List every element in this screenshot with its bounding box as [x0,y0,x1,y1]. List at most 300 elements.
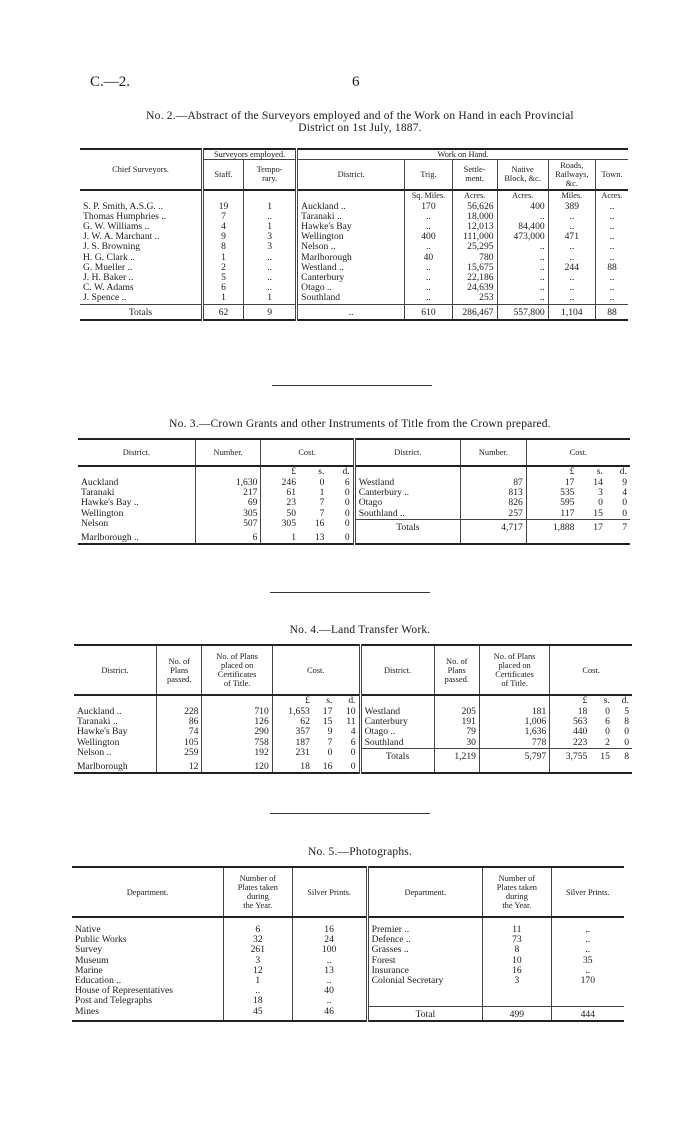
t2-header-town: Town. [595,160,628,190]
cost-shillings: 0 [605,726,610,738]
staff-count: 2 [203,263,244,273]
district-name: Southland [297,293,405,304]
department-name: Museum [75,954,109,966]
spacer [479,762,549,773]
unit-label: Miles. [548,190,595,202]
cost-pence: 0 [344,497,350,509]
silver-prints-value: .. [551,935,624,945]
t4-header-district-right: District. [360,645,434,695]
department-name: Forest [367,956,483,966]
spacer [613,762,632,773]
native-block-value: .. [497,253,548,263]
district-name: Otago .. [360,727,434,737]
cost-pounds: 440 [550,727,591,737]
cost-pence: 6 [350,736,356,748]
spacer [297,190,405,202]
district-name: Nelson .. [297,242,405,252]
department-name: Premier .. [367,925,483,935]
table-row [80,293,628,304]
table-row-units [78,466,630,478]
totals-pounds: 3,755 [550,748,591,762]
district-name: Auckland .. [77,706,122,717]
table-row [74,748,632,762]
native-block-value: 84,400 [497,222,548,232]
spacer [551,986,624,996]
number-value: 257 [461,509,527,520]
plates-value: 16 [483,966,552,976]
department-name: Mines [75,1005,99,1017]
t5-header-dept-left: Department. [126,887,169,897]
silver-prints-value: 170 [551,976,624,986]
roads-value: .. [548,253,595,263]
plates-value: 6 [224,925,293,935]
spacer [577,533,605,544]
t3-header-cost-left: Cost. [261,439,354,466]
totals-pence: 8 [613,748,632,762]
totals-settlement: 286,467 [452,304,497,320]
number-value: 305 [195,509,261,520]
cost-pounds: 17 [526,478,577,488]
cost-shillings: 0 [319,477,325,488]
table-row [80,212,628,222]
currency-shilling-label: s. [318,466,325,477]
plates-value: 3 [483,976,552,986]
settlement-value: 56,626 [452,202,497,212]
roads-value: .. [548,293,595,304]
staff-count: 19 [203,202,244,212]
native-block-value: 473,000 [497,232,548,242]
divider [272,385,432,386]
t2-header-settlement: Settle- ment. [452,160,497,190]
table3-title: No. 3.—Crown Grants and other Instruments of Title from the Crown prepared. [169,418,551,430]
t2-header-employed: Surveyors employed. [203,149,297,160]
silver-prints-value: 40 [292,986,367,996]
roads-value: .. [548,273,595,283]
town-value: .. [595,273,628,283]
totals-town: 88 [595,304,628,320]
district-name: Wellington [81,507,124,519]
cost-shillings: 16 [322,761,333,773]
cost-pounds: 117 [526,509,577,520]
town-value: .. [595,202,628,212]
table-row [80,222,628,232]
silver-prints-value: .. [551,925,624,935]
cost-shillings: 2 [605,736,610,748]
temporary-count: 1 [244,202,297,212]
totals-plates: 499 [483,1007,552,1022]
currency-pence-label: d. [342,466,350,477]
table-row [80,242,628,252]
cost-pence: 0 [344,507,350,519]
currency-pound-label: £ [550,695,591,707]
settlement-value: 18,000 [452,212,497,222]
staff-count: 4 [203,222,244,232]
cost-pounds: 223 [550,738,591,749]
cost-shillings: 3 [598,487,603,499]
t4-header-plans-right: No. of Plans passed. [434,645,479,695]
staff-count: 7 [203,212,244,222]
number-value: 507 [195,519,261,533]
cost-shillings: 13 [314,532,325,544]
department-name: Education .. [75,975,122,987]
plans-value: 74 [157,727,202,737]
table2 [80,148,628,321]
cost-pounds: 231 [272,748,313,762]
native-block-value: .. [497,293,548,304]
unit-label: Acres. [497,190,548,202]
trig-value: .. [405,273,453,283]
placed-value: 1,636 [479,727,549,737]
district-name: Westland .. [297,263,405,273]
plans-value: 105 [157,738,202,749]
table-row [78,519,630,533]
totals-silver: 444 [551,1007,624,1022]
table-row [78,533,630,544]
roads-value: .. [548,212,595,222]
town-value: .. [595,253,628,263]
district-name: Nelson [81,518,109,530]
native-block-value: .. [497,242,548,252]
t2-header-district: District. [297,160,405,190]
plates-value: .. [224,986,293,996]
town-value: .. [595,283,628,293]
district-name: Taranaki .. [77,716,118,728]
silver-prints-value: 35 [551,956,624,966]
t3-header-district-right: District. [354,439,460,466]
town-value: 88 [595,263,628,273]
spacer [550,762,591,773]
district-name: Hawke's Bay [77,726,128,738]
cost-shillings: 16 [314,518,325,530]
surveyor-name: Thomas Humphries .. [83,210,167,222]
table-row [80,232,628,242]
spacer [80,190,203,202]
table-row [80,273,628,283]
spacer [483,986,552,996]
plates-value: 1 [224,976,293,986]
district-name: Southland [360,738,434,749]
roads-value: 244 [548,263,595,273]
district-name: Wellington [297,232,405,242]
table-row [72,925,624,935]
town-value: .. [595,293,628,304]
t3-header-cost-right: Cost. [526,439,630,466]
plates-value: 45 [224,1007,293,1022]
t5-header-silver-right: Silver Prints. [551,867,624,917]
district-name: Auckland [81,477,119,488]
silver-prints-value: .. [292,996,367,1006]
cost-pence: 4 [622,487,627,499]
spacer [483,996,552,1006]
table-row [78,488,630,498]
number-value: 87 [461,478,527,488]
table-row [72,935,624,945]
totals-roads: 1,104 [548,304,595,320]
number-value: 1,630 [195,478,261,488]
placed-value: 758 [202,738,272,749]
roads-value: 471 [548,232,595,242]
cost-shillings: 14 [593,477,603,488]
cost-shillings: 7 [327,736,333,748]
table5-title: No. 5.—Photographs. [307,846,413,858]
number-value: 826 [461,498,527,508]
table3 [78,438,630,545]
page-reference: C.—2. [90,74,131,90]
temporary-count: 1 [244,222,297,232]
town-value: .. [595,212,628,222]
table-row [72,945,624,955]
t4-header-cost-right: Cost. [550,645,632,695]
cost-pence: 6 [344,477,350,488]
t4-header-district-left: District. [101,665,129,675]
staff-count: 9 [203,232,244,242]
totals-label: Totals [128,306,153,318]
settlement-value: 22,186 [452,273,497,283]
plates-value: 8 [483,945,552,955]
t2-header-temp: Tempo- rary. [244,160,297,190]
currency-shilling-label: s. [326,695,333,706]
currency-pound-label: £ [526,466,577,478]
native-block-value: .. [497,263,548,273]
cost-pounds: 50 [261,509,299,520]
currency-shilling-label: s. [603,695,610,706]
settlement-value: 15,675 [452,263,497,273]
cost-pounds: 305 [261,519,299,533]
cost-pounds: 23 [261,498,299,508]
surveyor-name: J. Spence .. [83,292,127,304]
district-name: Westland [354,478,460,488]
district-name: Nelson .. [77,747,112,759]
t4-header-placed-right: No. of Plans placed on Certificates of Title. [479,645,549,695]
town-value: .. [595,222,628,232]
cost-pence: 5 [624,706,629,717]
department-name: Defence .. [367,935,483,945]
table-row [74,762,632,773]
plans-value: 205 [434,707,479,717]
trig-value: .. [405,283,453,293]
table-row [78,509,630,520]
trig-value: .. [405,212,453,222]
currency-pence-label: d. [619,466,627,477]
department-name: House of Representatives [75,985,174,997]
t4-header-placed-left: No. of Plans placed on Certificates of Title. [202,645,272,695]
settlement-value: 12,013 [452,222,497,232]
placed-value: 120 [202,762,272,773]
currency-pound-label: £ [261,466,299,478]
spacer [367,996,483,1006]
native-block-value: .. [497,283,548,293]
table-row [78,498,630,508]
placed-value: 181 [479,707,549,717]
table4 [74,644,632,774]
district-name: Auckland .. [297,202,405,212]
department-name: Marine [75,964,103,976]
native-block-value: .. [497,273,548,283]
district-name: Marlborough [77,761,128,773]
divider [270,813,430,814]
staff-count: 8 [203,242,244,252]
cost-shillings: 6 [605,716,610,728]
settlement-value: 25,295 [452,242,497,252]
t5-header-dept-right: Department. [367,867,483,917]
placed-value: 1,006 [479,717,549,727]
cost-pounds: 18 [272,762,313,773]
cost-pence: 8 [624,716,629,728]
placed-value: 710 [202,707,272,717]
district-name: Otago .. [297,283,405,293]
temporary-count: 1 [244,293,297,304]
placed-value: 290 [202,727,272,737]
trig-value: .. [405,263,453,273]
temporary-count: .. [244,283,297,293]
t2-header-work: Work on Hand. [297,149,628,160]
district-name: Hawke's Bay [297,222,405,232]
placed-value: 778 [479,738,549,749]
plans-value: 259 [157,748,202,762]
surveyor-name: H. G. Clark .. [83,251,135,263]
t5-header-plates-left: Number of Plates taken during the Year. [224,867,293,917]
spacer [434,762,479,773]
cost-pence: 0 [344,532,350,544]
district-name: Taranaki .. [297,212,405,222]
t3-header-district-left: District. [122,448,150,457]
cost-pence: 4 [350,726,356,738]
cost-pounds: 187 [272,738,313,749]
surveyor-name: J. H. Baker .. [83,271,134,283]
cost-pence: 9 [622,477,627,488]
unit-label: Acres. [452,190,497,202]
number-value: 69 [195,498,261,508]
number-value: 217 [195,488,261,498]
roads-value: 389 [548,202,595,212]
cost-shillings: 7 [319,507,325,519]
spacer [526,533,577,544]
plates-value: 32 [224,935,293,945]
department-name: Public Works [75,934,127,946]
silver-prints-value: .. [551,966,624,976]
currency-pound-label: £ [272,695,313,707]
table2-title [80,110,640,134]
district-name: Marlborough [297,253,405,263]
divider [270,592,430,593]
cost-shillings: 9 [327,726,333,738]
cost-pence: 10 [345,706,356,717]
totals-number: 4,717 [461,519,527,533]
cost-pounds: 1 [261,533,299,544]
plates-value: 261 [224,945,293,955]
settlement-value: 253 [452,293,497,304]
table-row [80,283,628,293]
totals-label: Total [367,1007,483,1022]
t2-header-trig: Trig. [405,160,453,190]
trig-value: .. [405,222,453,232]
cost-shillings: 0 [327,747,333,759]
cost-pounds: 61 [261,488,299,498]
table-row [78,478,630,488]
trig-value: .. [405,242,453,252]
staff-count: 1 [203,253,244,263]
district-name: Hawke's Bay .. [81,497,139,509]
cost-pence: 0 [624,736,629,748]
district-name: Canterbury [297,273,405,283]
spacer [360,762,434,773]
totals-pounds: 1,888 [526,519,577,533]
silver-prints-value: 46 [292,1007,367,1022]
trig-value: 400 [405,232,453,242]
table-row-units [80,190,628,202]
table-row [80,263,628,273]
temporary-count: 3 [244,242,297,252]
plates-value: 11 [483,925,552,935]
t4-header-plans-left: No. of Plans passed. [157,645,202,695]
cost-pounds: 595 [526,498,577,508]
table2-title-line1: No. 2.—Abstract of the Surveyors employed and of the Work on Hand in each Provincial [146,110,574,122]
cost-shillings: 15 [322,716,333,728]
totals-shillings: 15 [590,748,613,762]
placed-value: 192 [202,748,272,762]
surveyor-name: G. Mueller .. [83,261,133,273]
totals-shillings: 17 [577,519,605,533]
cost-pence: 0 [344,487,350,499]
placed-value: 126 [202,717,272,727]
trig-value: .. [405,293,453,304]
table4-title: No. 4.—Land Transfer Work. [289,624,431,636]
plates-value: 18 [224,996,293,1006]
table-row [80,253,628,263]
department-name: Survey [75,944,103,956]
silver-prints-value: 24 [292,935,367,945]
native-block-value: 400 [497,202,548,212]
spacer [354,533,460,544]
t5-header-silver-left: Silver Prints. [292,867,367,917]
t3-header-number-left: Number. [195,439,261,466]
plates-value: 12 [224,966,293,976]
cost-pence: 0 [350,761,356,773]
roads-value: .. [548,283,595,293]
table5 [72,866,624,1022]
district-name: Westland [360,707,434,717]
district-name: Taranaki [81,487,115,499]
district-name: Canterbury .. [354,488,460,498]
temporary-count: .. [244,253,297,263]
plans-value: 228 [157,707,202,717]
surveyor-name: J. S. Browning [83,241,141,253]
town-value: .. [595,232,628,242]
silver-prints-value: 100 [292,945,367,955]
totals-placed: 5,797 [479,748,549,762]
cost-pounds: 535 [526,488,577,498]
cost-pounds: 563 [550,717,591,727]
cost-shillings: 1 [319,487,325,499]
cost-pounds: 62 [272,717,313,727]
surveyor-name: C. W. Adams [83,282,134,294]
district-name: Wellington [77,736,120,748]
totals-district: .. [297,304,405,320]
cost-pence: 0 [624,726,629,738]
totals-label: Totals [354,519,460,533]
unit-label: Acres. [595,190,628,202]
trig-value: 170 [405,202,453,212]
staff-count: 1 [203,293,244,304]
department-name: Colonial Secretary [367,976,483,986]
table-row [72,996,624,1006]
cost-pence: 0 [622,497,627,509]
totals-native: 557,800 [497,304,548,320]
cost-pence: 0 [350,747,356,759]
table-row-totals [80,304,628,320]
cost-shillings: 0 [605,706,610,717]
table-row [72,966,624,976]
